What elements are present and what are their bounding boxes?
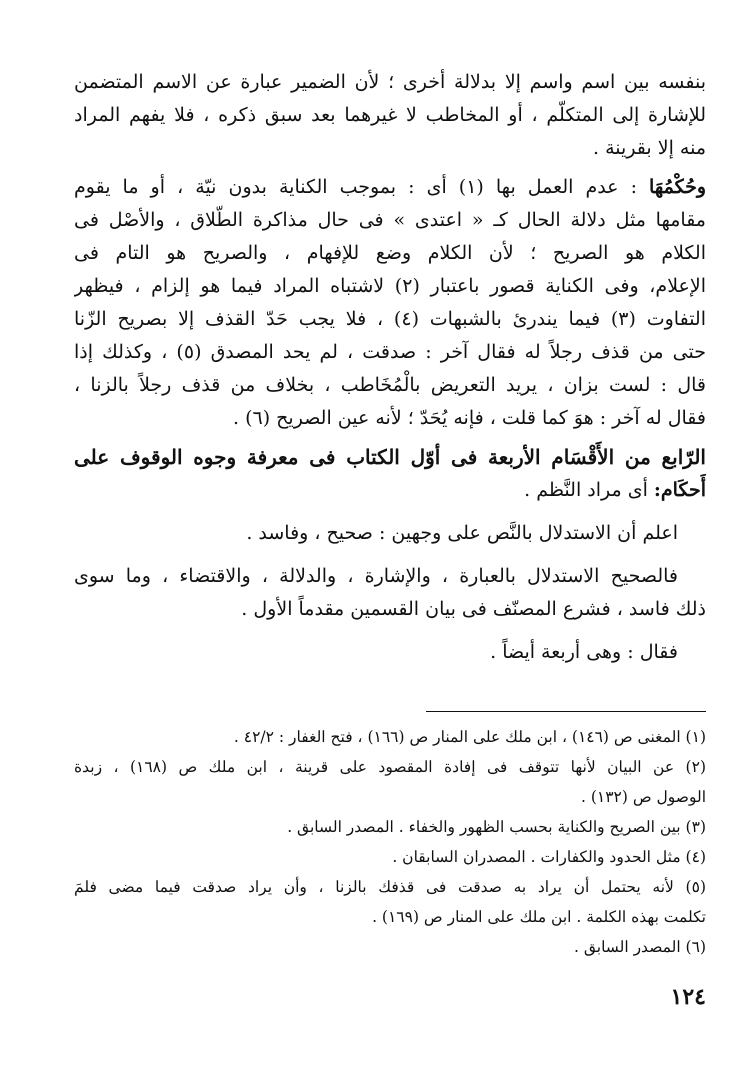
heading-term: أَحكَام: (653, 479, 706, 501)
paragraph-2 (74, 171, 706, 435)
text-line: منه إلا بقرينة . (593, 137, 706, 159)
paragraph-3: اعلم أن الاستدلال بالنَّص على وجهين : صحيح ، وفاسد . (246, 522, 678, 544)
heading-line (74, 474, 706, 507)
text-line: الكلام هو الصريح ؛ لأن الكلام وضع للإفهام ، والصريح هو التام فى (74, 242, 706, 264)
footnote-3: (٣) بين الصريح والكناية بحسب الظهور والخفاء . المصدر السابق . (287, 818, 706, 836)
footnote-5-cont: تكلمت بهذه الكلمة . ابن ملك على المنار ص (١٦٩) . (372, 908, 706, 926)
footnote-2-cont: الوصول ص (١٣٢) . (581, 788, 706, 806)
footnote-1: (١) المغنى ص (١٤٦) ، ابن ملك على المنار ص (١٦٦) ، فتح الغفار : ٤٢/٢ . (233, 728, 706, 746)
text-span: : عدم العمل بها (١) أى : بموجب الكناية بدون نيّة ، أو ما يقوم (74, 176, 650, 198)
text-line: حتى من قذف رجلاً له فقال آخر : صدقت ، لم يحد المصدق (٥) ، وكذلك إذا (74, 341, 706, 363)
term-hukmuha: وحُكْمُهَا (649, 176, 706, 198)
text-line: مقامها مثل دلالة الحال كـ « اعتدى » فى حال مذاكرة الطّلاق ، والأصْل فى (74, 209, 706, 231)
footnote-5: (٥) لأنه يحتمل أن يراد به صدقت فى قذفك بالزنا ، وأن يراد صدقت فيما مضى فلمَ (74, 878, 706, 896)
footnotes (74, 722, 706, 962)
paragraph-5: فقال : وهى أربعة أيضاً . (490, 641, 678, 663)
text-line: فالصحيح الاستدلال بالعبارة ، والإشارة ، والدلالة ، والاقتضاء ، وما سوى (74, 565, 678, 587)
heading-line: الرّابع من الأَقْسَام الأربعة فى أوّل الكتاب فى معرفة وجوه الوقوف على (74, 445, 706, 469)
text-span: أى مراد النَّظم . (524, 479, 654, 501)
footnote-6: (٦) المصدر السابق . (573, 938, 706, 956)
text-line: ذلك فاسد ، فشرع المصنّف فى بيان القسمين مقدماً الأول . (241, 598, 706, 620)
page-number: ١٢٤ (670, 984, 706, 1010)
paragraph-4 (74, 560, 706, 626)
text-line: الإعلام، وفى الكناية قصور باعتبار (٢) لاشتباه المراد فيما هو إلزام ، فيظهر (74, 275, 706, 297)
main-text (74, 66, 706, 669)
text-line: بنفسه بين اسم واسم إلا بدلالة أخرى ؛ لأن الضمير عبارة عن الاسم المتضمن (74, 71, 706, 93)
footnote-2: (٢) عن البيان لأنها تتوقف فى إفادة المقصود على قرينة ، ابن ملك ص (١٦٨) ، زبدة (74, 758, 706, 776)
text-line: قال : لست بزان ، يريد التعريض بالْمُخَاطب ، بخلاف من قذف رجلاً بالزنا ، (74, 374, 706, 396)
text-line: التفاوت (٣) فيما يندرئ بالشبهات (٤) ، فلا يجب حَدّ القذف إلا بصريح الزّنا (74, 308, 706, 330)
footnote-divider (426, 711, 706, 712)
paragraph-1 (74, 66, 706, 165)
text-line: للإشارة إلى المتكلّم ، أو المخاطب لا غيرهما بعد سبق ذكره ، فلا يفهم المراد (74, 104, 706, 126)
footnote-4: (٤) مثل الحدود والكفارات . المصدران السابقان . (392, 848, 706, 866)
text-line (74, 171, 706, 204)
section-heading (74, 441, 706, 507)
text-line: فقال له آخر : هوَ كما قلت ، فإنه يُحَدّ ؛ لأنه عين الصريح (٦) . (232, 407, 706, 429)
